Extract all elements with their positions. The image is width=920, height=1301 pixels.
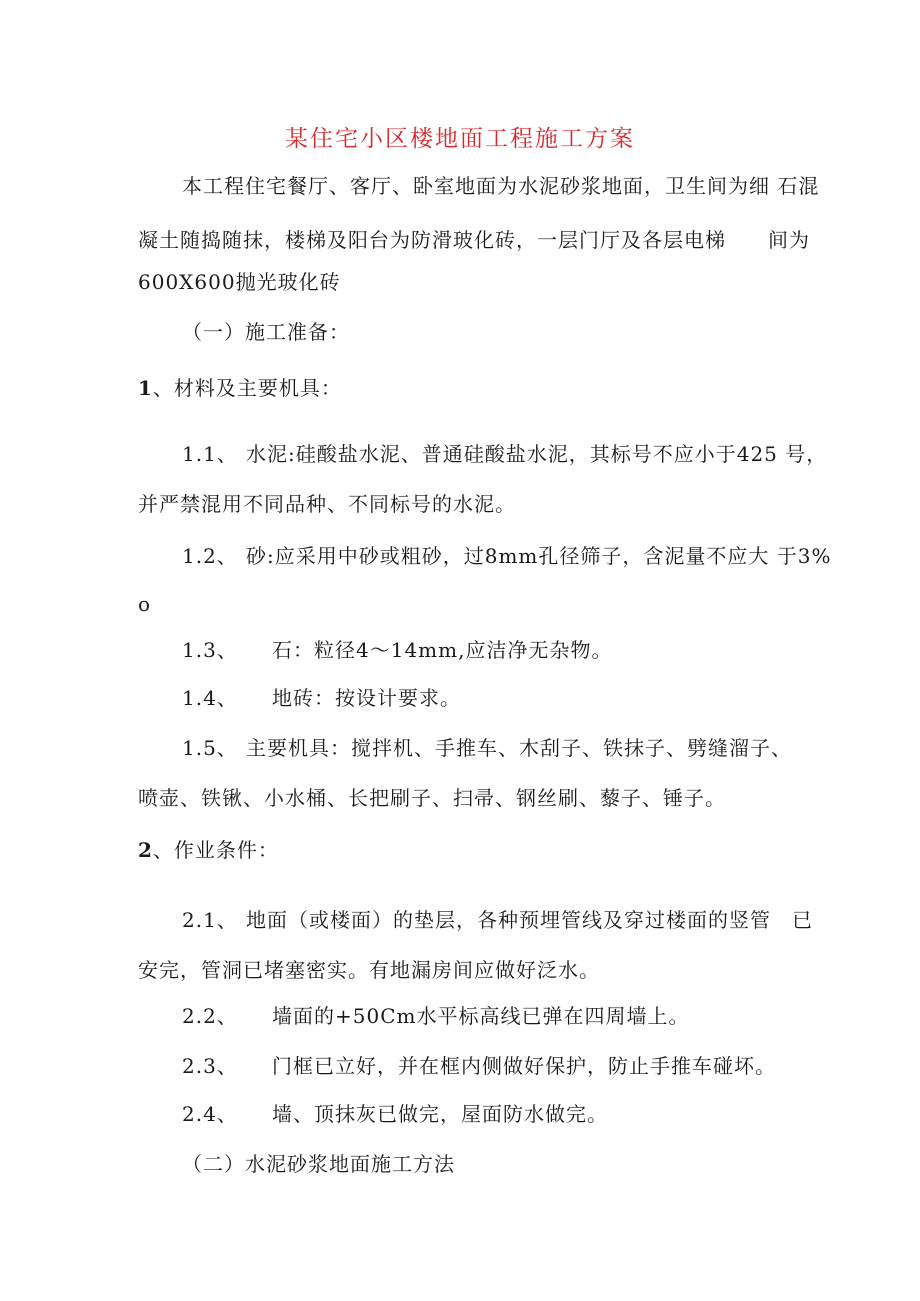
item-number: 2.4、	[182, 1102, 238, 1126]
conditions-heading-text: 、作业条件：	[152, 838, 279, 862]
item-number: 1.5、	[182, 736, 238, 760]
conditions-heading	[138, 836, 279, 864]
materials-item-1-1-cont: 并严禁混用不同品种、不同标号的水泥。	[138, 492, 516, 516]
item-text: 石：粒径4～14mm,应洁净无杂物。	[272, 638, 613, 662]
item-number: 2.2、	[182, 1004, 238, 1028]
materials-heading	[138, 374, 342, 402]
item-text: 墙面的+50Cm水平标高线已弹在四周墙上。	[272, 1004, 690, 1028]
section-heading-mortar-method: （二）水泥砂浆地面施工方法	[182, 1152, 455, 1176]
item-number: 1.3、	[182, 638, 238, 662]
materials-item-1-2-cont: o	[138, 592, 152, 616]
conditions-heading-number: 2	[138, 838, 153, 862]
materials-item-1-5	[182, 734, 792, 762]
item-number: 1.1、	[182, 442, 238, 466]
materials-item-1-5-cont: 喷壶、铁锹、小水桶、长把刷子、扫帚、钢丝刷、藜子、锤子。	[138, 786, 726, 810]
item-number: 1.4、	[182, 686, 238, 710]
materials-item-1-1	[182, 440, 827, 468]
intro-line-3: 600X600抛光玻化砖	[138, 270, 341, 294]
materials-item-1-2	[182, 542, 831, 570]
section-heading-preparation: （一）施工准备：	[182, 320, 350, 344]
item-text: 水泥:硅酸盐水泥、普通硅酸盐水泥，其标号不应小于425 号，	[246, 442, 828, 466]
item-text: 地砖：按设计要求。	[272, 686, 461, 710]
conditions-item-2-3	[182, 1052, 776, 1080]
conditions-item-2-4	[182, 1100, 608, 1128]
item-number: 2.1、	[182, 908, 238, 932]
conditions-item-2-2	[182, 1002, 689, 1030]
document-title: 某住宅小区楼地面工程施工方案	[285, 126, 635, 152]
item-text: 墙、顶抹灰已做完，屋面防水做完。	[272, 1102, 608, 1126]
item-text: 门框已立好，并在框内侧做好保护，防止手推车碰坏。	[272, 1054, 776, 1078]
item-text: 主要机具：搅拌机、手推车、木刮子、铁抹子、劈缝溜子、	[246, 736, 792, 760]
conditions-item-2-1	[182, 906, 813, 934]
intro-line-1: 本工程住宅餐厅、客厅、卧室地面为水泥砂浆地面，卫生间为细 石混	[182, 174, 820, 198]
item-number: 1.2、	[182, 544, 238, 568]
conditions-item-2-1-cont: 安完，管洞已堵塞密实。有地漏房间应做好泛水。	[138, 958, 600, 982]
item-text: 地面（或楼面）的垫层，各种预埋管线及穿过楼面的竖管 已	[246, 908, 813, 932]
materials-item-1-3	[182, 636, 612, 664]
materials-heading-number: 1	[138, 376, 153, 400]
item-number: 2.3、	[182, 1054, 238, 1078]
materials-item-1-4	[182, 684, 461, 712]
materials-heading-text: 、材料及主要机具：	[152, 376, 342, 400]
intro-line-2: 凝土随捣随抹，楼梯及阳台为防滑玻化砖，一层门厅及各层电梯 间为	[138, 228, 810, 252]
item-text: 砂:应采用中砂或粗砂，过8mm孔径筛子，含泥量不应大 于3%	[246, 544, 832, 568]
